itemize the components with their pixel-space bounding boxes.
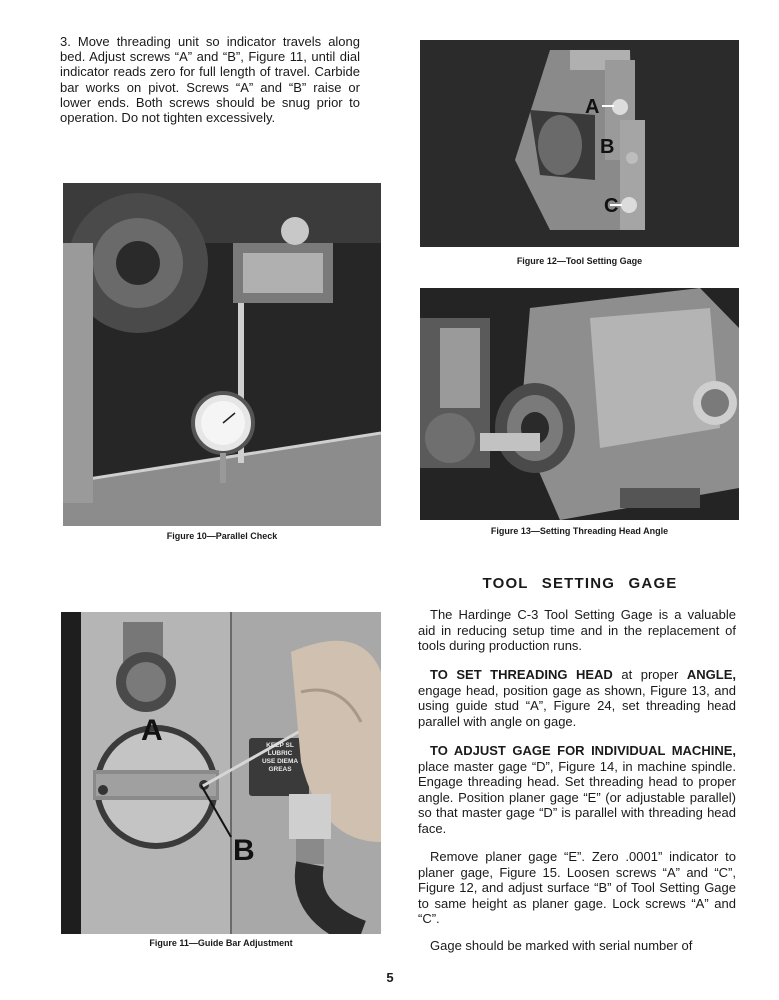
figure-12-label-c: C — [604, 195, 619, 217]
sign-line: GREAS — [268, 766, 292, 773]
step-3-text: 3. Move threading unit so indicator travels along bed. Adjust screws “A” and “B”, Figure 11, until dial indicator reads zero for full length of travel. Carbide bar works on pivot. Screws “A” and “B” raise or lower ends. Both screws should be snug prior to operation. Do not tighten excessively. — [60, 34, 360, 126]
para-lead: ANGLE, — [686, 667, 736, 682]
figure-13-caption: Figure 13—Setting Threading Head Angle — [490, 526, 669, 536]
page-number: 5 — [386, 970, 394, 985]
figure-10-caption: Figure 10—Parallel Check — [166, 531, 278, 541]
figure-12-photo — [420, 40, 739, 247]
figure-12-label-b: B — [600, 136, 615, 158]
sign-line: KEEP SL — [266, 742, 294, 749]
figure-11-label-b: B — [233, 834, 255, 867]
figure-11-sign — [251, 742, 309, 774]
adjust-gage-paragraph — [418, 743, 736, 836]
figure-11-photo — [61, 612, 381, 934]
figure-11-label-a: A — [141, 714, 163, 747]
section-heading: TOOL SETTING GAGE — [482, 575, 678, 592]
sign-line: LUBRIC — [267, 750, 293, 757]
remove-planer-paragraph: Remove planer gage “E”. Zero .0001” indicator to planer gage, Figure 15. Loosen screws “A” and “C”, Figure 12, and adjust surface “B” of Tool Setting Gage to same height as planer gage. Lock screws “A” and “C”. — [418, 849, 736, 926]
figure-10-photo — [63, 183, 381, 526]
figure-12-caption: Figure 12—Tool Setting Gage — [516, 256, 643, 266]
para-lead: TO SET THREADING HEAD — [430, 667, 613, 682]
figure-13-photo — [420, 288, 739, 520]
para-text: place master gage “D”, Figure 14, in machine spindle. Engage threading head. Set threading head to proper angle. Position planer gage “E” (or adjustable parallel) so that master gage “D” is parallel with threading head face. — [418, 758, 736, 836]
figure-11-caption: Figure 11—Guide Bar Adjustment — [149, 938, 293, 948]
serial-number-paragraph: Gage should be marked with serial number of — [430, 938, 693, 953]
figure-12-label-a: A — [585, 96, 600, 118]
para-lead: TO ADJUST GAGE FOR INDIVIDUAL MACHINE, — [430, 743, 736, 758]
set-threading-head-paragraph — [418, 667, 736, 729]
sign-line: USE DIEMA — [261, 758, 299, 765]
intro-paragraph: The Hardinge C-3 Tool Setting Gage is a valuable aid in reducing setup time and in the replacement of tools during production runs. — [418, 607, 736, 653]
para-text: at proper — [612, 667, 687, 682]
para-text: engage head, position gage as shown, Figure 13, and using guide stud “A”, Figure 24, set threading head parallel with angle on gage. — [418, 682, 736, 729]
